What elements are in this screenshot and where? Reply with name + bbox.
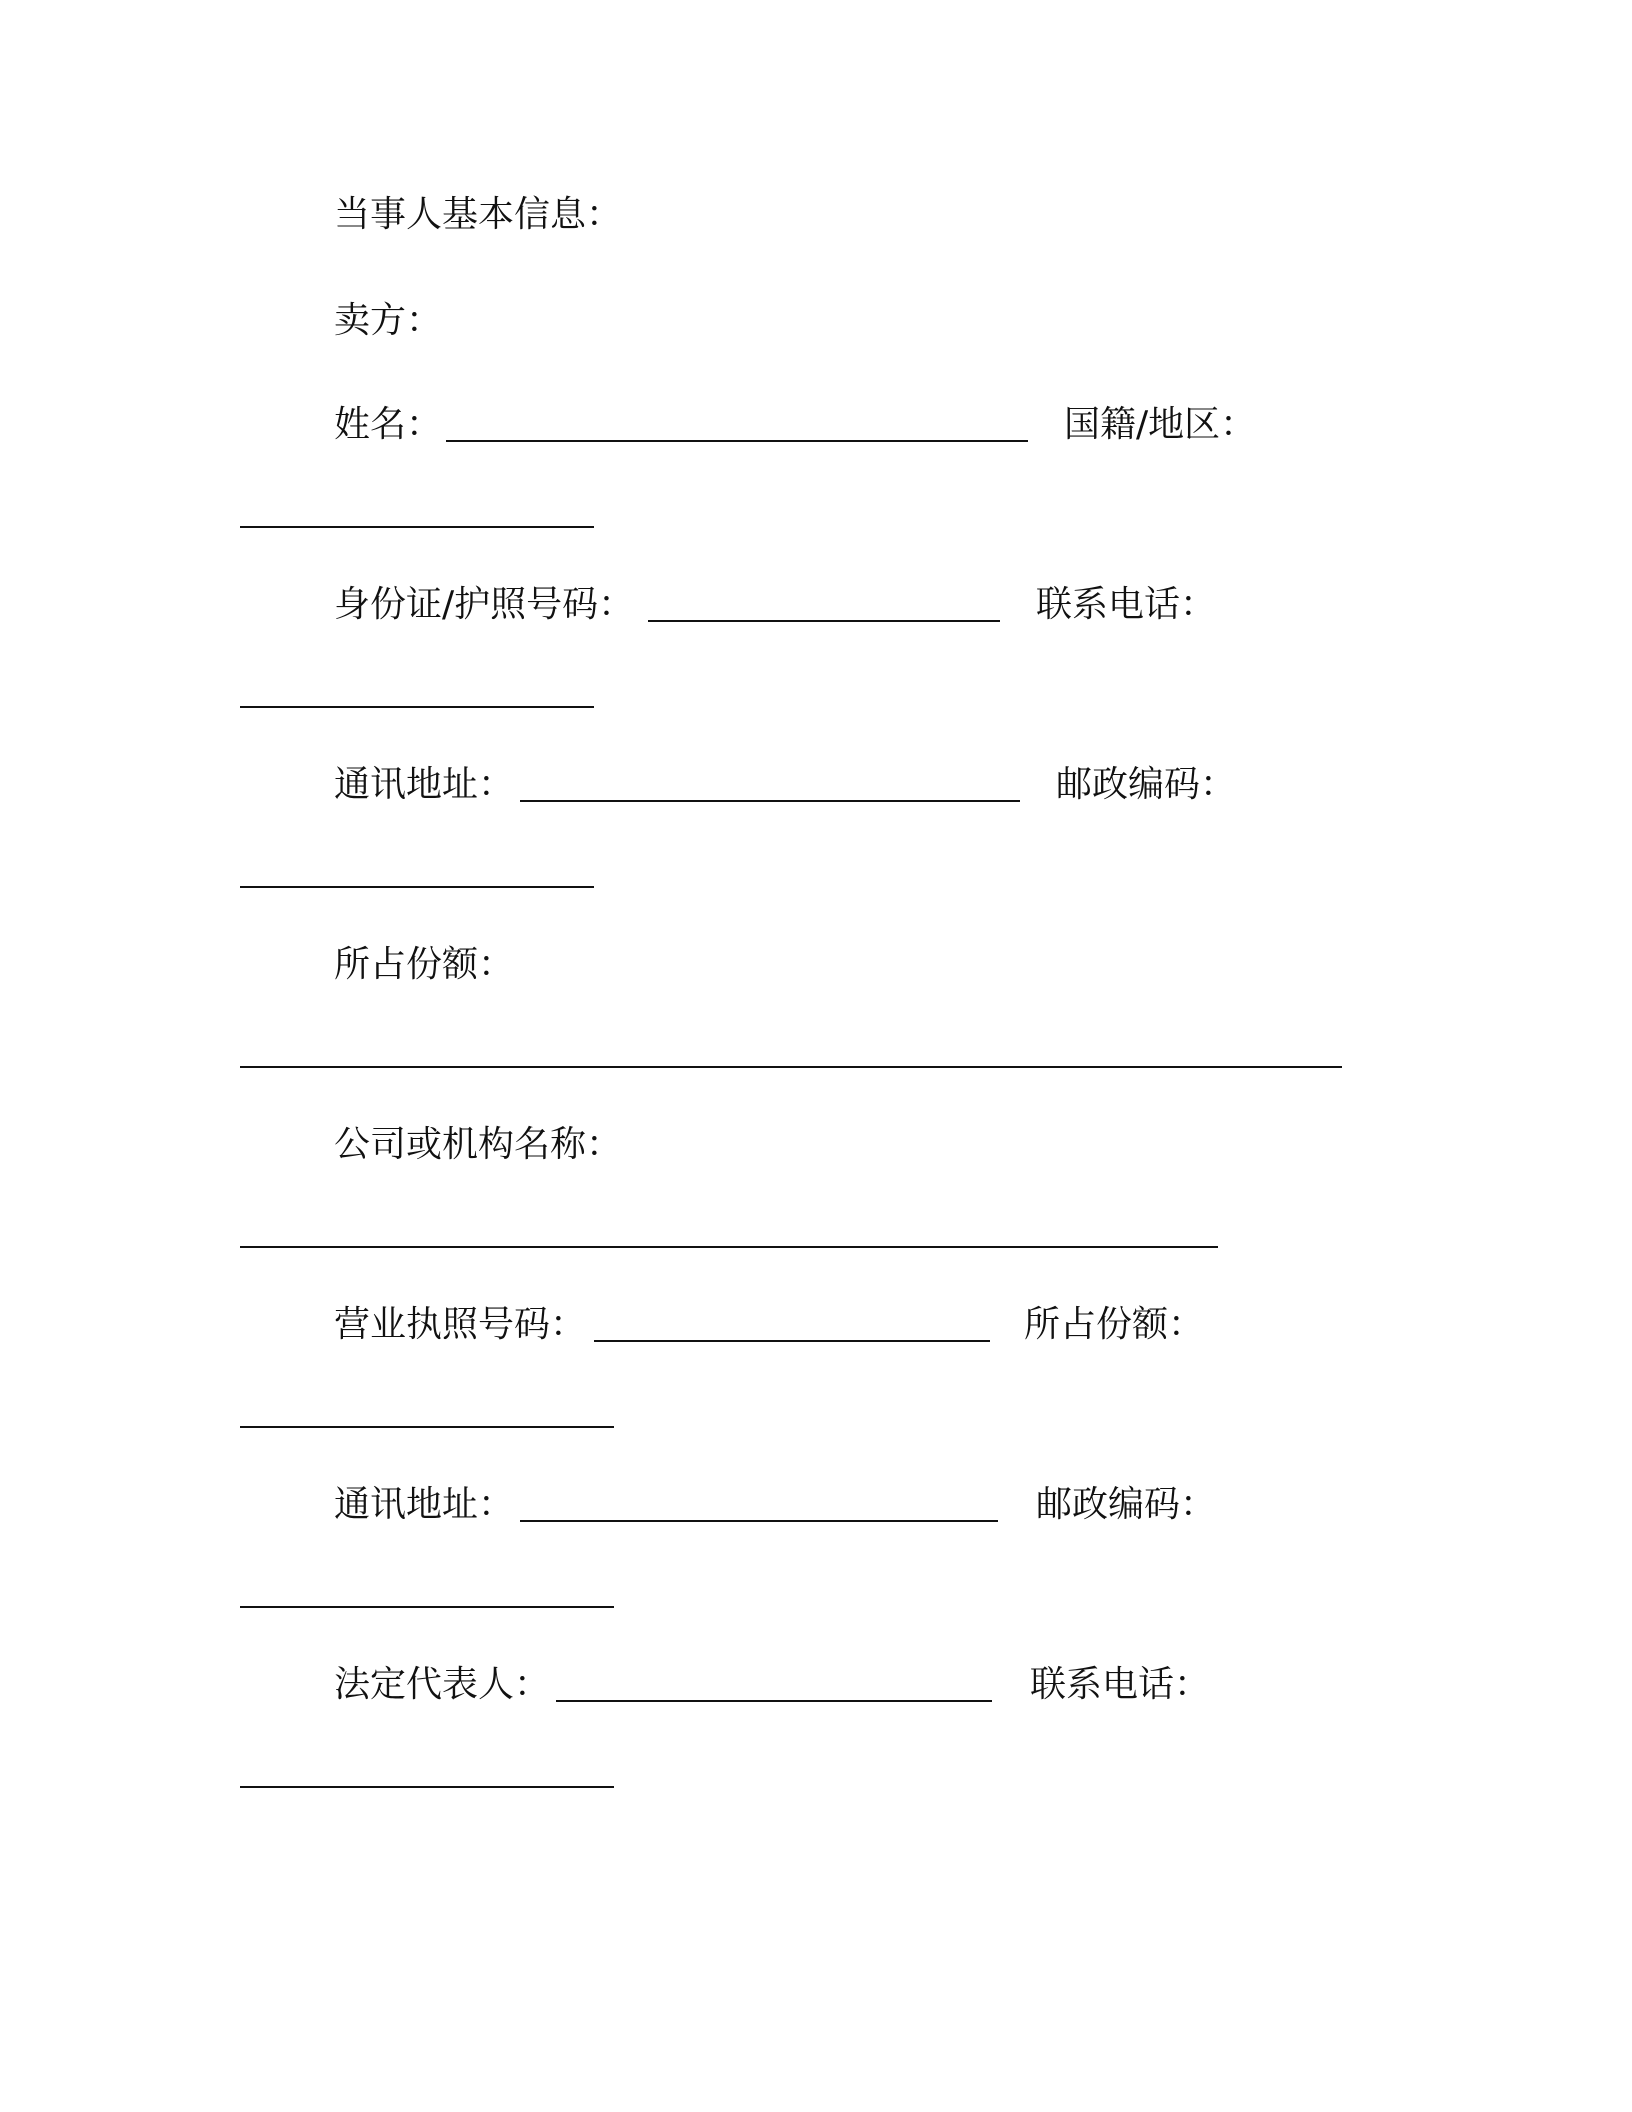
phone-1-label-row (1036, 580, 1216, 630)
address-2-blank[interactable] (520, 1520, 998, 1522)
postcode-1-label: 邮政编码： (1056, 764, 1237, 805)
share-2-blank[interactable] (240, 1426, 614, 1428)
postcode-2-blank[interactable] (240, 1606, 614, 1608)
nationality-blank[interactable] (240, 526, 594, 528)
legal-rep-label-row (334, 1660, 550, 1710)
company-name-label: 公司或机构名称： (334, 1124, 623, 1165)
share-2-label: 所占份额： (1024, 1304, 1205, 1345)
name-label-row (334, 400, 442, 450)
postcode-1-blank[interactable] (240, 886, 594, 888)
legal-rep-blank[interactable] (556, 1700, 992, 1702)
id-number-label: 身份证/护照号码： (334, 584, 635, 625)
legal-rep-label: 法定代表人： (334, 1664, 551, 1705)
address-2-label-row (334, 1480, 514, 1530)
phone-1-label: 联系电话： (1036, 584, 1217, 625)
nationality-label-row (1064, 400, 1256, 450)
phone-2-blank[interactable] (240, 1786, 614, 1788)
share-2-label-row (1024, 1300, 1204, 1350)
address-2-label: 通讯地址： (334, 1484, 515, 1525)
postcode-2-label-row (1036, 1480, 1216, 1530)
address-1-blank[interactable] (520, 800, 1020, 802)
company-name-blank[interactable] (240, 1246, 1218, 1248)
phone-1-blank[interactable] (240, 706, 594, 708)
phone-2-label: 联系电话： (1030, 1664, 1211, 1705)
license-label: 营业执照号码： (334, 1304, 587, 1345)
company-name-label-row (334, 1120, 622, 1170)
address-1-label-row (334, 760, 514, 810)
id-number-blank[interactable] (648, 620, 1000, 622)
seller-label: 卖方： (334, 300, 443, 341)
id-number-label-row (334, 580, 634, 630)
section-title (334, 190, 622, 240)
seller-heading (334, 296, 442, 346)
name-label: 姓名： (334, 404, 443, 445)
postcode-2-label: 邮政编码： (1036, 1484, 1217, 1525)
share-1-label: 所占份额： (334, 944, 515, 985)
share-1-label-row (334, 940, 514, 990)
address-1-label: 通讯地址： (334, 764, 515, 805)
name-blank[interactable] (446, 440, 1028, 442)
phone-2-label-row (1030, 1660, 1210, 1710)
section-title-text: 当事人基本信息： (334, 194, 623, 235)
nationality-label: 国籍/地区： (1064, 404, 1257, 445)
license-label-row (334, 1300, 586, 1350)
share-1-blank[interactable] (240, 1066, 1342, 1068)
postcode-1-label-row (1056, 760, 1236, 810)
license-blank[interactable] (594, 1340, 990, 1342)
